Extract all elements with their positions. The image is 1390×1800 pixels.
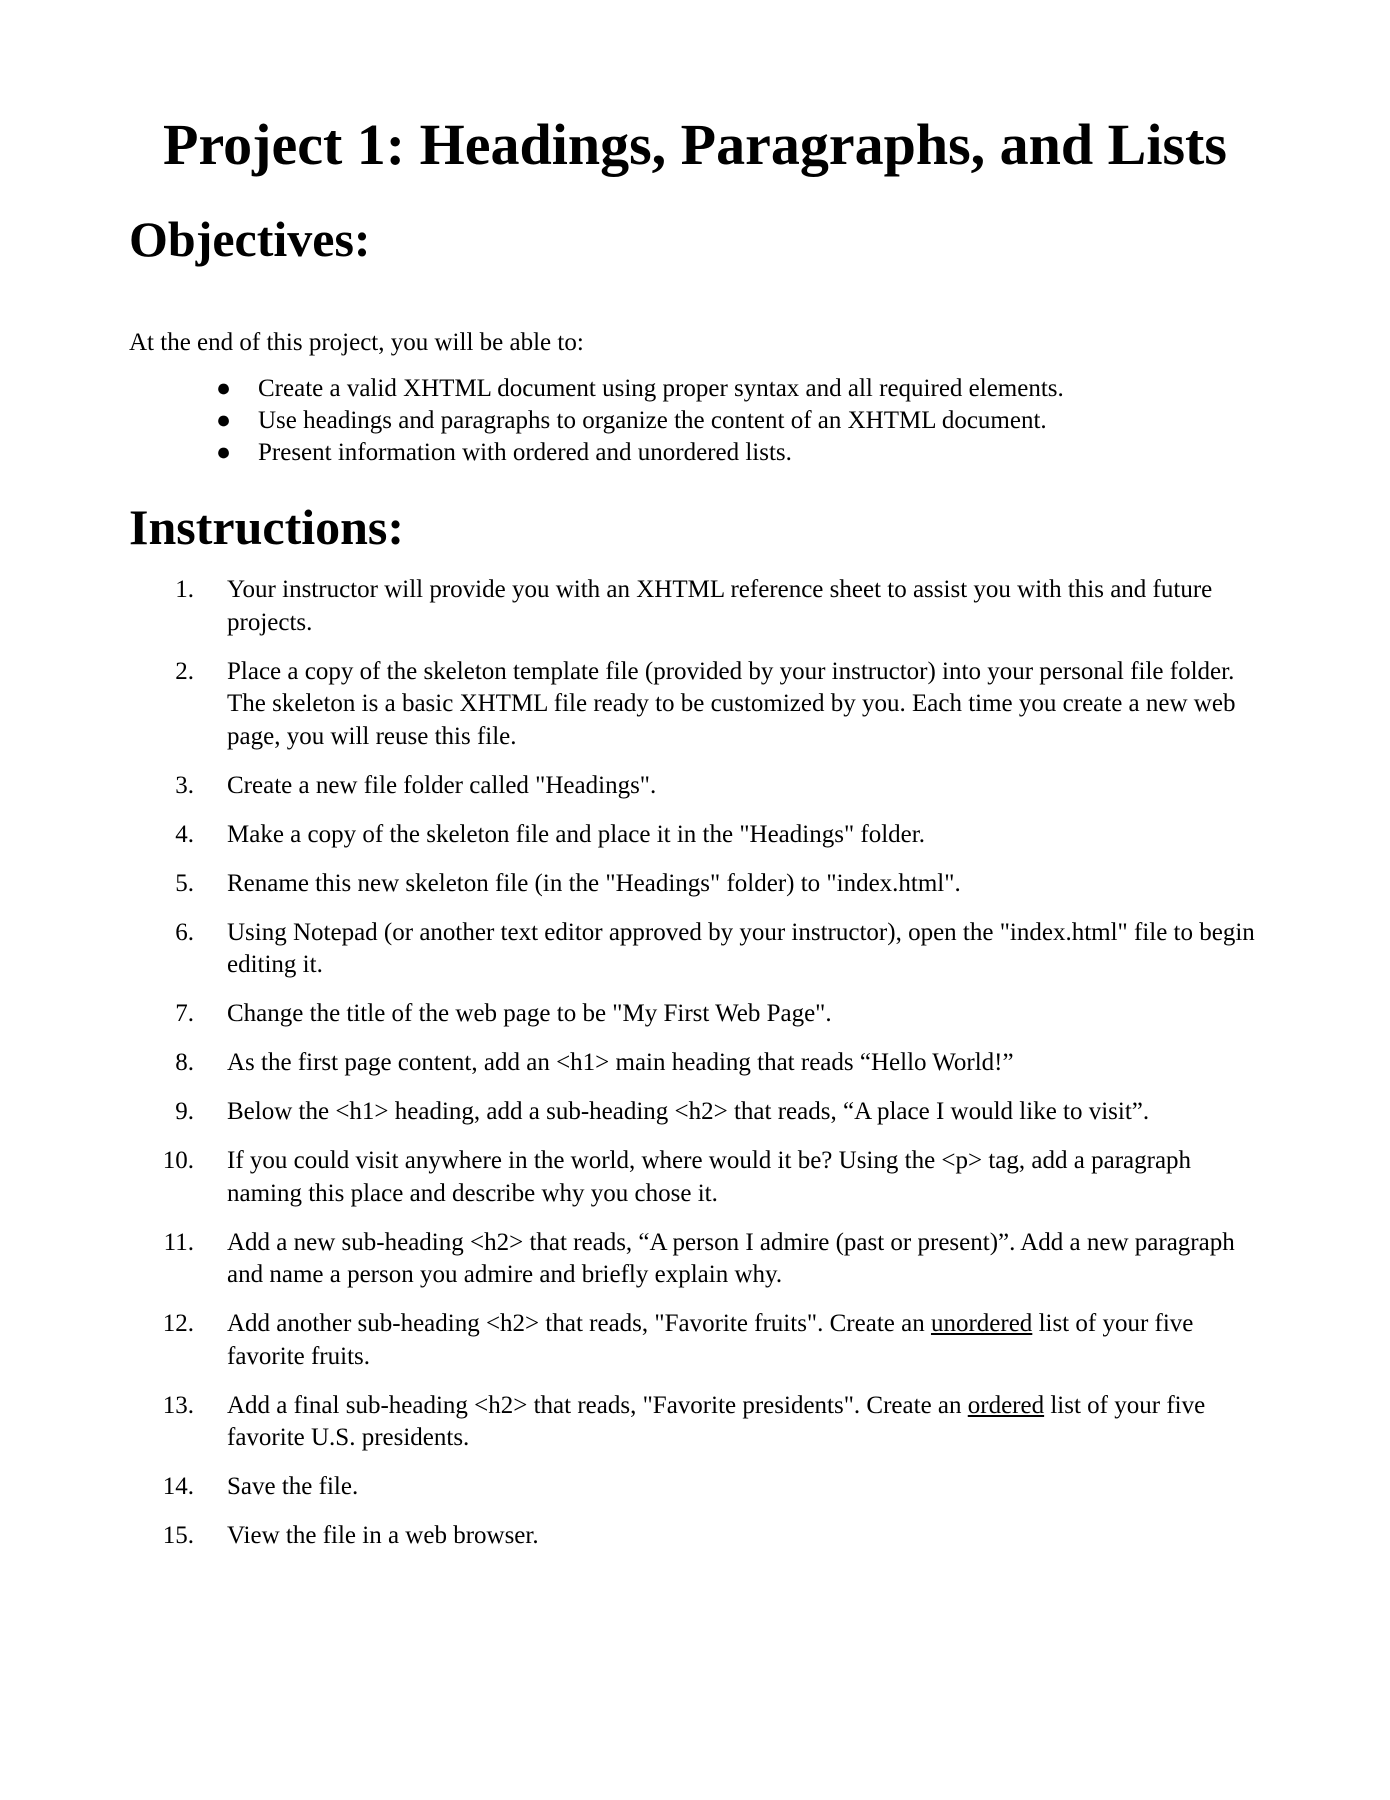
step-number: 3.: [175, 771, 194, 799]
instruction-step: [0, 656, 1262, 754]
step-number: 6.: [175, 918, 194, 946]
instruction-step: [0, 998, 1262, 1031]
step-number: 11.: [163, 1228, 194, 1256]
instruction-step: [0, 1520, 1262, 1553]
instruction-step: [0, 1308, 1262, 1373]
bullet-icon: ●: [216, 439, 232, 466]
step-number: 1.: [175, 576, 194, 603]
underlined-text: unordered: [930, 1310, 1033, 1337]
step-text: As the first page content, add an <h1> main heading that reads “Hello World!”: [227, 1049, 1014, 1076]
step-text: Add a new sub-heading <h2> that reads, “A person I admire (past or present)”. Add a new paragraph and name a person you admire and briefly explain why.: [227, 1228, 1235, 1288]
instruction-step: [0, 770, 1262, 803]
objectives-intro: At the end of this project, you will be able to:: [129, 329, 584, 356]
step-text: list of your five favorite U.S. presidents.: [227, 1391, 1206, 1451]
objectives-list: [0, 373, 1064, 469]
step-text: If you could visit anywhere in the world, where would it be? Using the <p> tag, add a paragraph naming this place and describe why you chose it.: [227, 1147, 1192, 1207]
instruction-step: [0, 1227, 1262, 1292]
objectives-heading: Objectives:: [129, 211, 371, 267]
step-number: 7.: [175, 1000, 194, 1027]
step-number: 13.: [162, 1391, 194, 1419]
step-number: 4.: [175, 820, 194, 848]
step-text: Create a new file folder called "Headings".: [227, 771, 657, 799]
step-text: View the file in a web browser.: [227, 1522, 539, 1549]
step-text: Change the title of the web page to be "My First Web Page".: [227, 1000, 832, 1027]
step-number: 12.: [162, 1310, 194, 1337]
step-text: list of your five favorite fruits.: [227, 1310, 1194, 1370]
instruction-step: [0, 917, 1262, 982]
step-number: 5.: [175, 869, 194, 897]
instruction-step: [0, 574, 1262, 639]
step-text: Add another sub-heading <h2> that reads, "Favorite fruits". Create an: [227, 1310, 931, 1337]
instruction-step: [0, 1096, 1262, 1129]
step-text: Below the <h1> heading, add a sub-heading <h2> that reads, “A place I would like to visit”.: [227, 1098, 1150, 1125]
page-title: Project 1: Headings, Paragraphs, and Lists: [163, 112, 1227, 177]
step-number: 15.: [162, 1522, 194, 1549]
step-text: Rename this new skeleton file (in the "Headings" folder) to "index.html".: [227, 869, 961, 897]
underlined-text: ordered: [967, 1391, 1045, 1419]
step-text: Place a copy of the skeleton template file (provided by your instructor) into your personal file folder. The skeleton is a basic XHTML file ready to be customized by you. Each time you create a new web page, you will reuse this file.: [227, 657, 1236, 750]
list-item: ● Create a valid XHTML document using proper syntax and all required elements.: [0, 373, 1064, 405]
step-number: 10.: [162, 1147, 194, 1174]
step-number: 9.: [175, 1098, 194, 1125]
step-text: Using Notepad (or another text editor approved by your instructor), open the "index.html" file to begin editing it.: [227, 918, 1255, 978]
step-text: Add a final sub-heading <h2> that reads, "Favorite presidents". Create an: [227, 1391, 968, 1419]
step-text: Your instructor will provide you with an XHTML reference sheet to assist you with this and future projects.: [227, 576, 1213, 636]
bullet-icon: ●: [216, 375, 232, 402]
instruction-step: [0, 1145, 1262, 1210]
step-number: 2.: [175, 657, 194, 685]
instruction-step: [0, 819, 1262, 852]
instruction-step: [0, 1047, 1262, 1080]
instruction-step: [0, 1471, 1262, 1504]
bullet-icon: ●: [216, 407, 232, 434]
step-text: Make a copy of the skeleton file and place it in the "Headings" folder.: [227, 820, 925, 848]
list-item: ● Present information with ordered and unordered lists.: [0, 437, 1064, 469]
step-number: 14.: [162, 1473, 194, 1500]
instruction-step: [0, 1390, 1262, 1455]
step-number: 8.: [175, 1049, 194, 1076]
step-text: Save the file.: [227, 1473, 359, 1500]
instructions-list: [0, 574, 1262, 1569]
instructions-heading: Instructions:: [129, 499, 405, 555]
instruction-step: [0, 868, 1262, 901]
list-item: ● Use headings and paragraphs to organize the content of an XHTML document.: [0, 405, 1064, 437]
